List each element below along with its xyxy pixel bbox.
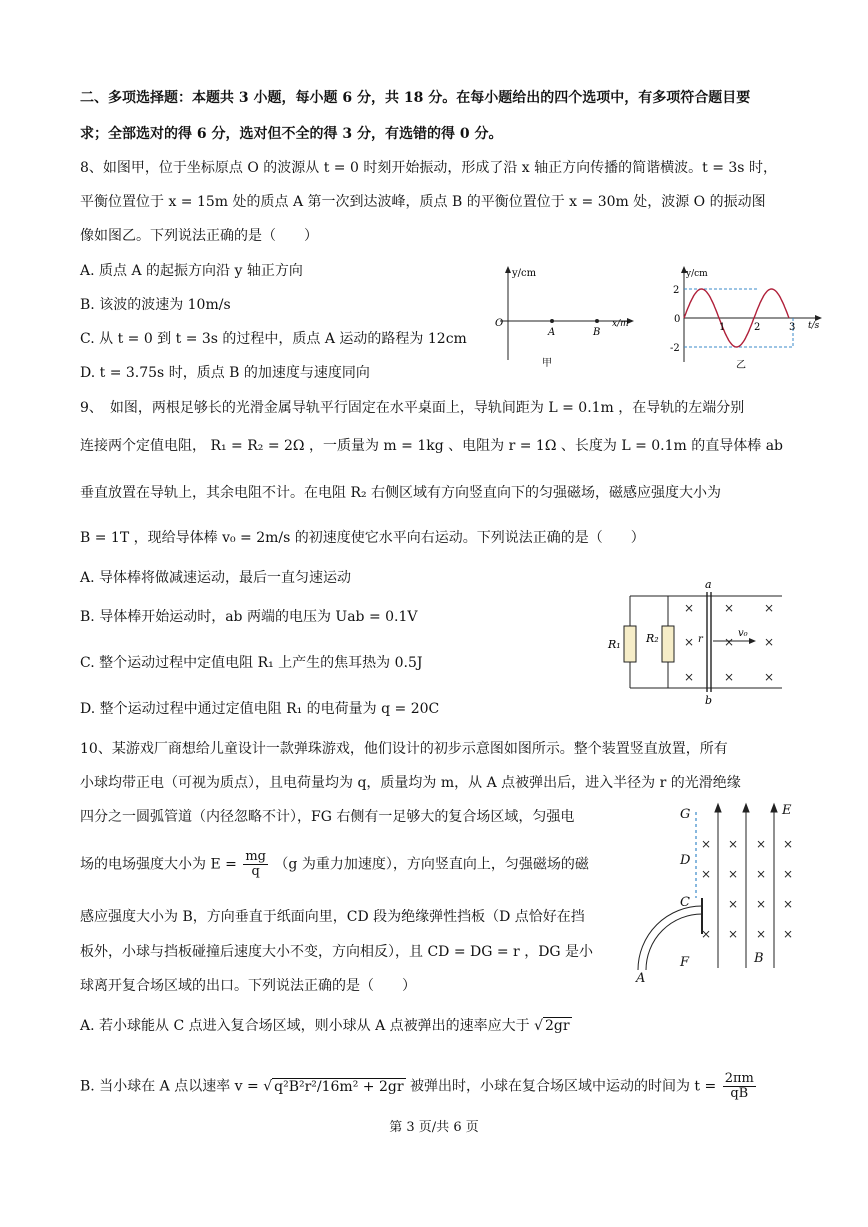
q8-yi-tick-negative: -2 [670,343,680,354]
q10-label-a: A [636,971,646,986]
q10-stem-line-1: 10、某游戏厂商想给儿童设计一款弹珠游戏，他们设计的初步示意图如图所示。整个装置竖直放置，所有 [80,741,728,757]
q9-label-r1: R₁ [608,638,621,651]
q8-jia-point-b-dot [595,319,599,323]
q10-stem-line-6: 板外，小球与挡板碰撞后速度大小不变，方向相反），且 CD = DG = r ，DG 是小 [80,944,594,960]
q8-stem-line-2: 平衡位置位于 x = 15m 处的质点 A 第一次到达波峰，质点 B 的平衡位置位于 x = 30m 处，波源 O 的振动图 [80,194,766,210]
svg-text:×: × [783,867,794,881]
q9-label-b: b [705,694,713,707]
q10-option-b: B. 当小球在 A 点以速率 v = √ q²B²r²/16m² + 2gr 被弹出时，小球在复合场区域中运动的时间为 t = $\frac{2\pi m}{qB}$ [80,1071,754,1101]
q8-figure-jia [490,262,640,372]
q10-electric-field-lines [715,804,777,968]
page-footer: 第 3 页/共 6 页 [389,1120,479,1135]
q10-label-e: E [782,803,792,818]
q10-option-b-v: v = [234,1078,259,1095]
svg-text:×: × [701,867,712,881]
svg-text:×: × [728,897,739,911]
svg-text:×: × [756,897,767,911]
q10-option-a-text: A. 若小球能从 C 点进入复合场区域，则小球从 A 点被弹出的速率应大于 [80,1018,530,1034]
svg-text:×: × [701,837,712,851]
q8-option-d: D. t = 3.75s 时，质点 B 的加速度与速度同向 [80,365,370,381]
q8-yi-origin: 0 [674,314,681,325]
svg-text:×: × [701,927,712,941]
q8-jia-ylabel: y/cm [512,268,537,279]
svg-text:×: × [728,837,739,851]
q9-label-v0: v₀ [738,628,748,639]
q8-stem-line-3: 像如图乙。下列说法正确的是（ ） [80,228,318,244]
svg-text:×: × [724,635,735,649]
q9-label-a: a [705,578,712,591]
q10-stem-line-3: 四分之一圆弧管道（内径忽略不计），FG 右侧有一足够大的复合场区域，匀强电 [80,809,575,825]
section-heading-line-2: 求；全部选对的得 6 分，选对但不全的得 3 分，有选错的得 0 分。 [80,126,503,142]
svg-text:×: × [764,635,775,649]
svg-text:×: × [783,837,794,851]
q8-yi-caption: 乙 [736,360,746,371]
q8-jia-xlabel: x/m [612,319,629,329]
q10-option-b-t: t = [694,1078,717,1095]
q10-stem-line-4-end: （g 为重力加速度），方向竖直向上，匀强磁场的磁 [274,856,589,873]
q10-option-b-prefix: B. 当小球在 A 点以速率 [80,1078,231,1095]
q10-stem-line-4-start: 场的电场强度大小为 E = [80,856,237,873]
svg-text:×: × [684,601,695,615]
q8-yi-tick-1: 1 [719,322,726,333]
q8-stem-line-1: 8、如图甲，位于坐标原点 O 的波源从 t = 0 时刻开始振动，形成了沿 x 轴正方向传播的简谐横波。t = 3s 时， [80,160,777,176]
q10-label-f: F [680,955,690,970]
q9-option-a: A. 导体棒将做减速运动，最后一直匀速运动 [80,570,352,586]
q9-label-r: r [698,634,703,645]
q9-stem-line-3: 垂直放置在导轨上，其余电阻不计。在电阻 R₂ 右侧区域有方向竖直向下的匀强磁场，磁感应强度大小为 [80,485,722,501]
svg-text:×: × [684,635,695,649]
q10-label-c: C [680,895,690,910]
q9-option-b: B. 导体棒开始运动时，ab 两端的电压为 Uab = 0.1V [80,609,418,625]
q9-resistor-r2 [662,626,674,662]
q8-yi-tick-3: 3 [789,322,796,333]
svg-text:×: × [684,670,695,684]
q10-stem-line-2: 小球均带正电（可视为质点），且电荷量均为 q，质量均为 m，从 A 点被弹出后，进入半径为 r 的光滑绝缘 [80,775,741,791]
q10-field-figure [628,798,808,986]
q10-stem-line-5: 感应强度大小为 B，方向垂直于纸面向里，CD 段为绝缘弹性挡板（D 点恰好在挡 [80,909,585,925]
q9-stem-line-4: B = 1T ，现给导体棒 v₀ = 2m/s 的初速度使它水平向右运动。下列说法正确的是（ ） [80,530,645,546]
q10-option-b-middle: 被弹出时，小球在复合场区域中运动的时间为 [409,1078,690,1095]
q10-option-b-root: q²B²r²/16m² + 2gr [274,1078,404,1095]
q9-label-r2: R₂ [646,632,659,645]
q8-figure-yi [668,262,828,374]
q8-option-c: C. 从 t = 0 到 t = 3s 的过程中，质点 A 运动的路程为 12cm [80,331,467,347]
q8-yi-tick-positive: 2 [673,285,680,296]
section-heading-line-1: 二、多项选择题：本题共 3 小题，每小题 6 分，共 18 分。在每小题给出的四个选项中，有多项符合题目要 [80,90,751,106]
q9-stem-line-1: 9、 如图，两根足够长的光滑金属导轨平行固定在水平桌面上，导轨间距为 L = 0.1m ，在导轨的左端分别 [80,400,745,416]
q10-stem-line-7: 球离开复合场区域的出口。下列说法正确的是（ ） [80,978,416,994]
q8-jia-caption: 甲 [542,358,552,369]
svg-text:×: × [756,867,767,881]
svg-text:×: × [728,867,739,881]
svg-text:×: × [756,837,767,851]
q8-yi-tick-2: 2 [754,322,761,333]
q9-stem-line-2: 连接两个定值电阻， R₁ = R₂ = 2Ω ，一质量为 m = 1kg 、电阻为 r = 1Ω 、长度为 L = 0.1m 的直导体棒 ab [80,438,784,454]
q10-option-b-fraction: $\frac{2\pi m}{qB}$ [724,1071,754,1101]
q10-magnetic-field-marks [701,837,793,941]
svg-text:×: × [724,670,735,684]
svg-text:×: × [764,601,775,615]
q10-option-a: A. 若小球能从 C 点进入复合场区域，则小球从 A 点被弹出的速率应大于 √ 2gr [80,1018,570,1034]
svg-text:×: × [764,670,775,684]
q10-label-d: D [680,853,691,868]
svg-text:×: × [783,927,794,941]
svg-text:×: × [728,927,739,941]
q8-jia-origin: O [495,318,504,329]
q10-arc-tube-outer [638,906,702,970]
q10-stem-line-4 [80,850,589,879]
svg-text:×: × [756,927,767,941]
q8-yi-ylabel: y/cm [686,269,708,279]
q8-option-a: A. 质点 A 的起振方向沿 y 轴正方向 [80,263,303,279]
q9-option-d: D. 整个运动过程中通过定值电阻 R₁ 的电荷量为 q = 20C [80,701,440,717]
svg-text:×: × [783,897,794,911]
q10-field-fraction: $\frac{mg}{q}$ [245,849,266,879]
svg-text:×: × [724,601,735,615]
q10-option-a-root: 2gr [545,1018,570,1034]
q8-jia-point-b: B [593,327,601,338]
q10-label-b: B [754,951,764,966]
q9-circuit-figure [600,578,790,708]
q9-resistor-r1 [624,626,636,662]
q8-yi-xlabel: t/s [808,321,820,331]
q10-label-g: G [680,807,691,822]
q8-jia-point-a-dot [550,319,554,323]
q8-option-b: B. 该波的波速为 10m/s [80,297,231,313]
q10-arc-tube-inner [646,914,702,970]
q9-option-c: C. 整个运动过程中定值电阻 R₁ 上产生的焦耳热为 0.5J [80,655,423,671]
q8-jia-point-a: A [548,327,556,338]
